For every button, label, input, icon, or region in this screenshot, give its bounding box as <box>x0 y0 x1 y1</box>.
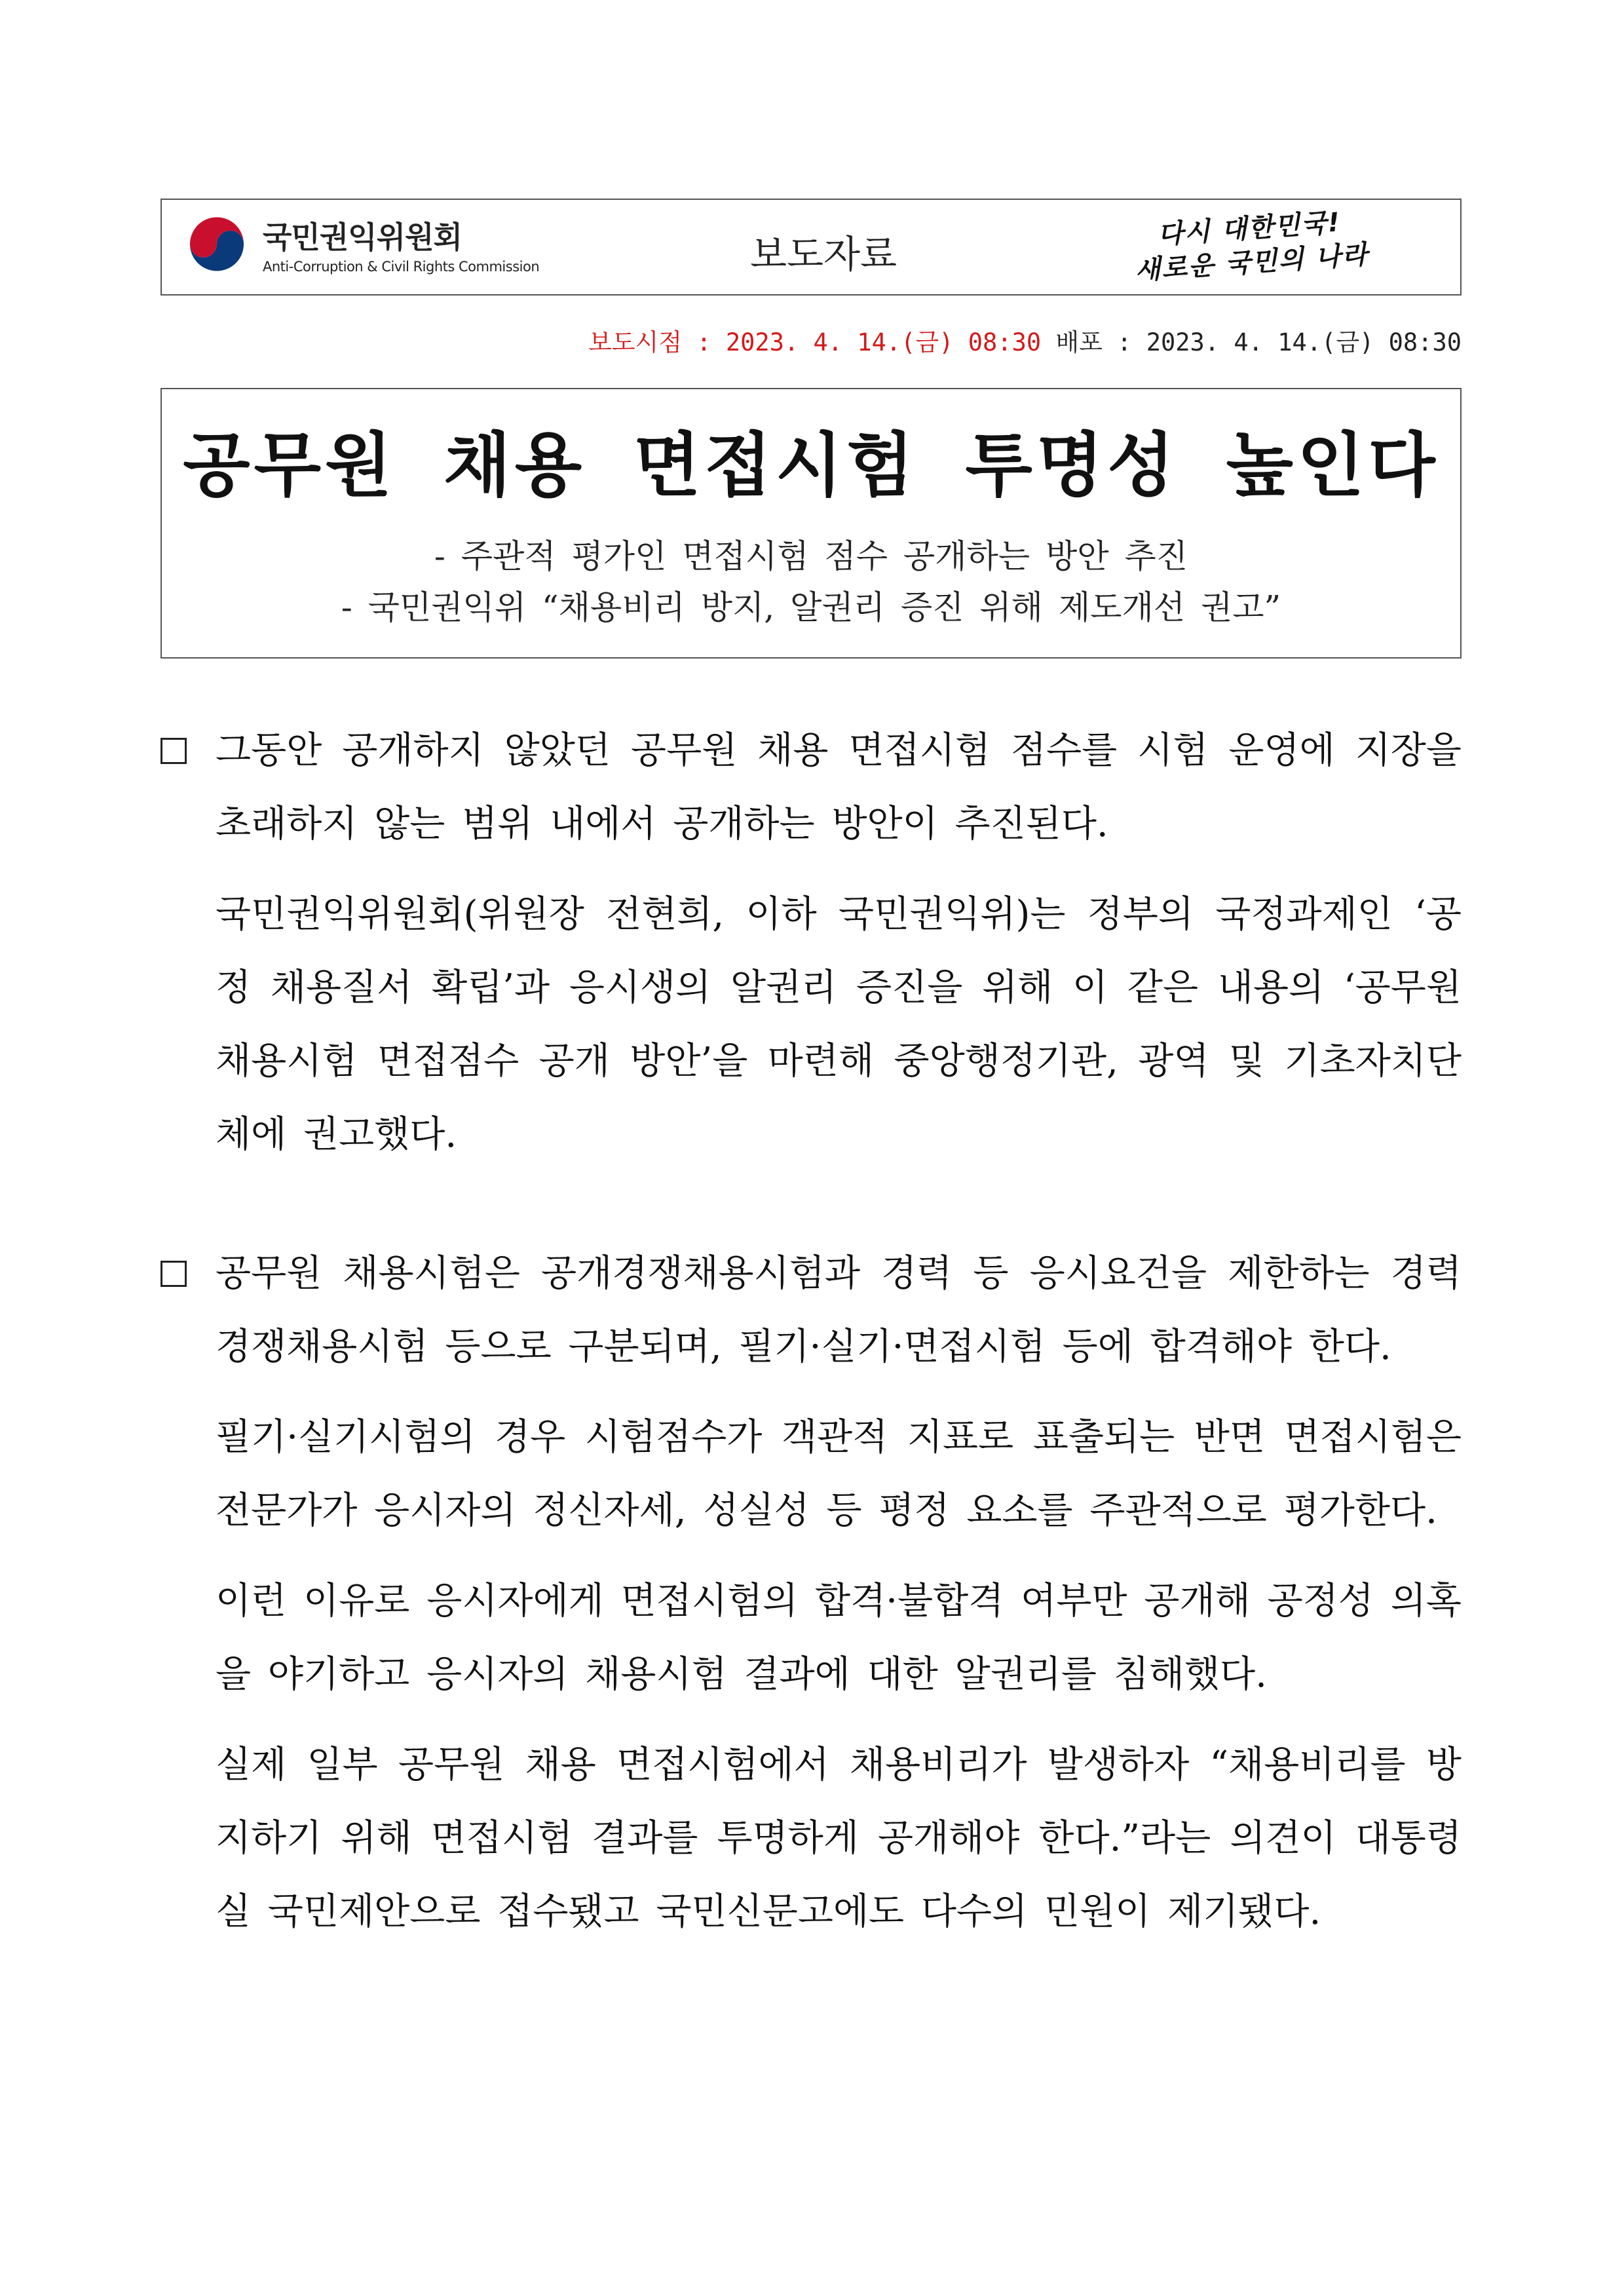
paragraph-1 <box>161 714 1462 861</box>
subtitle-1: - 주관적 평가인 면접시험 점수 공개하는 방안 추진 <box>434 537 1188 575</box>
org-name: 국민권익위원회 <box>263 220 463 255</box>
government-slogan <box>1098 201 1403 290</box>
paragraph-1-text: 그동안 공개하지 않았던 공무원 채용 면접시험 점수를 시험 운영에 지장을 초래하지 않는 범위 내에서 공개하는 방안이 추진된다. <box>216 729 1462 845</box>
slogan-line-2: 새로운 국민의 나라 <box>1134 239 1370 286</box>
checkbox-bullet-icon <box>161 738 187 764</box>
paragraph-4: 필기·실기시험의 경우 시험점수가 객관적 지표로 표출되는 반면 면접시험은 전문가가 응시자의 정신자세, 성실성 등 평정 요소를 주관적으로 평가한다. <box>216 1416 1462 1532</box>
taegeuk-emblem-icon <box>181 213 252 284</box>
date-line <box>588 322 1462 358</box>
paragraph-2: 국민권익위원회(위원장 전현희, 이하 국민권익위)는 정부의 국정과제인 ‘공정 채용질서 확립’과 응시생의 알권리 증진을 위해 이 같은 내용의 ‘공무원 채용시험 면접점수 공개 방안’을 마련해 중앙행정기관, 광역 및 기초자치단체에 권고했다. <box>216 893 1462 1156</box>
title-box <box>161 388 1462 659</box>
paragraph-3-text: 공무원 채용시험은 공개경쟁채용시험과 경력 등 응시요건을 제한하는 경력경쟁채용시험 등으로 구분되며, 필기·실기·면접시험 등에 합격해야 한다. <box>216 1252 1462 1368</box>
document-type: 보도자료 <box>749 232 897 277</box>
org-name-english: Anti-Corruption & Civil Rights Commission <box>263 259 540 275</box>
article-body <box>161 714 1462 1949</box>
release-date: 보도시점 : 2023. 4. 14.(금) 08:30 <box>588 328 1042 356</box>
checkbox-bullet-icon <box>161 1261 187 1287</box>
subtitle-2: - 국민권익위 “채용비리 방지, 알권리 증진 위해 제도개선 권고” <box>341 588 1281 626</box>
slogan-line-1: 다시 대한민국! <box>1156 207 1342 250</box>
paragraph-5: 이런 이유로 응시자에게 면접시험의 합격·불합격 여부만 공개해 공정성 의혹을 야기하고 응시자의 채용시험 결과에 대한 알권리를 침해했다. <box>216 1580 1462 1696</box>
org-logo <box>181 213 539 284</box>
press-header <box>161 199 1462 296</box>
distribution-date: 배포 : 2023. 4. 14.(금) 08:30 <box>1055 328 1462 356</box>
main-title: 공무원 채용 면접시험 투명성 높인다 <box>183 425 1439 506</box>
paragraph-6: 실제 일부 공무원 채용 면접시험에서 채용비리가 발생하자 “채용비리를 방지하기 위해 면접시험 결과를 투명하게 공개해야 한다.”라는 의견이 대통령실 국민제안으로 접수됐고 국민신문고에도 다수의 민원이 제기됐다. <box>216 1744 1462 1933</box>
paragraph-3 <box>161 1237 1462 1384</box>
